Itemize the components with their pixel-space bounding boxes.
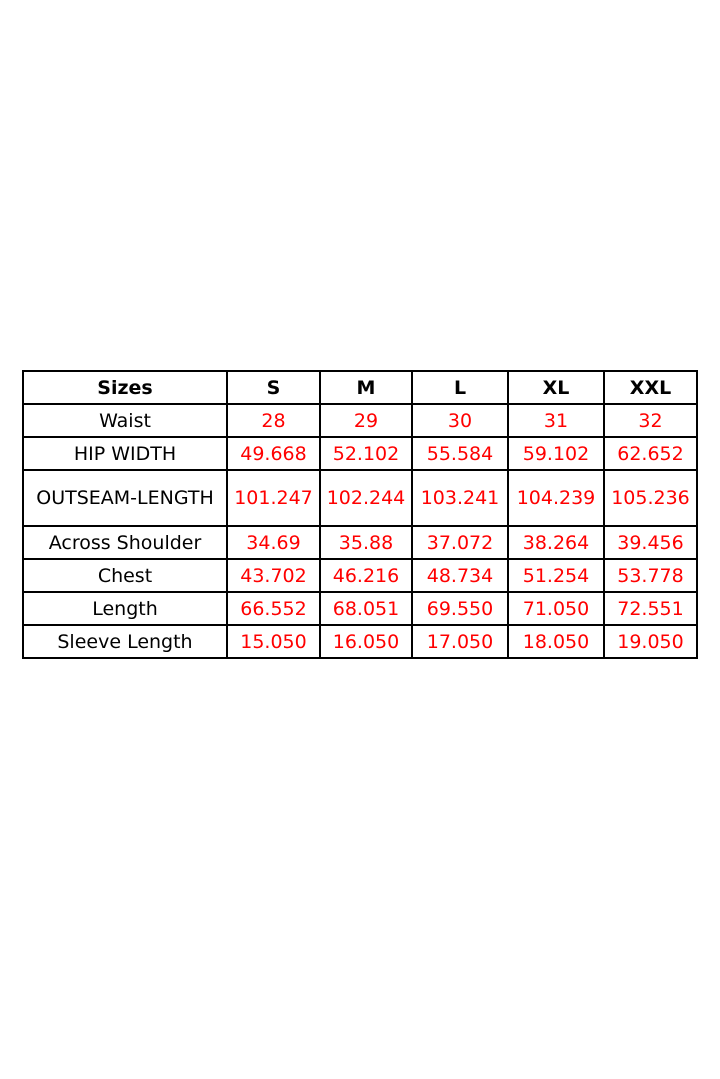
table-row: [23, 404, 697, 437]
table-cell: 29: [320, 404, 412, 437]
table-cell: 15.050: [227, 625, 320, 658]
table-cell: 46.216: [320, 559, 412, 592]
table-cell: 18.050: [508, 625, 604, 658]
header-m: M: [320, 371, 412, 404]
table-cell: 59.102: [508, 437, 604, 470]
table-cell: 37.072: [412, 526, 508, 559]
header-l: L: [412, 371, 508, 404]
table-cell: 38.264: [508, 526, 604, 559]
table-cell: 28: [227, 404, 320, 437]
table-cell: 71.050: [508, 592, 604, 625]
table-row: [23, 526, 697, 559]
table-cell: 66.552: [227, 592, 320, 625]
table-cell: 48.734: [412, 559, 508, 592]
table-cell: 51.254: [508, 559, 604, 592]
table-cell: 104.239: [508, 470, 604, 526]
size-chart-table: [22, 370, 698, 659]
table-cell: 35.88: [320, 526, 412, 559]
table-cell: 30: [412, 404, 508, 437]
header-xxl: XXL: [604, 371, 697, 404]
table-cell: 53.778: [604, 559, 697, 592]
table-row: [23, 437, 697, 470]
table-cell: 34.69: [227, 526, 320, 559]
header-s: S: [227, 371, 320, 404]
row-label: Length: [23, 592, 227, 625]
table-cell: 55.584: [412, 437, 508, 470]
row-label: Sleeve Length: [23, 625, 227, 658]
row-label: Waist: [23, 404, 227, 437]
table-cell: 72.551: [604, 592, 697, 625]
table-cell: 43.702: [227, 559, 320, 592]
table-row: [23, 592, 697, 625]
table-cell: 105.236: [604, 470, 697, 526]
table-cell: 103.241: [412, 470, 508, 526]
row-label: Across Shoulder: [23, 526, 227, 559]
table-cell: 31: [508, 404, 604, 437]
table-cell: 16.050: [320, 625, 412, 658]
table-row: [23, 625, 697, 658]
table-cell: 39.456: [604, 526, 697, 559]
header-xl: XL: [508, 371, 604, 404]
row-label: Chest: [23, 559, 227, 592]
table-cell: 68.051: [320, 592, 412, 625]
table-cell: 52.102: [320, 437, 412, 470]
row-label: HIP WIDTH: [23, 437, 227, 470]
table-cell: 49.668: [227, 437, 320, 470]
table-cell: 19.050: [604, 625, 697, 658]
header-sizes: Sizes: [23, 371, 227, 404]
table-cell: 102.244: [320, 470, 412, 526]
row-label: OUTSEAM-LENGTH: [23, 470, 227, 526]
table-row: [23, 470, 697, 526]
table-cell: 32: [604, 404, 697, 437]
header-row: [23, 371, 697, 404]
table-row: [23, 559, 697, 592]
table-cell: 69.550: [412, 592, 508, 625]
table-cell: 62.652: [604, 437, 697, 470]
table-cell: 17.050: [412, 625, 508, 658]
table-cell: 101.247: [227, 470, 320, 526]
